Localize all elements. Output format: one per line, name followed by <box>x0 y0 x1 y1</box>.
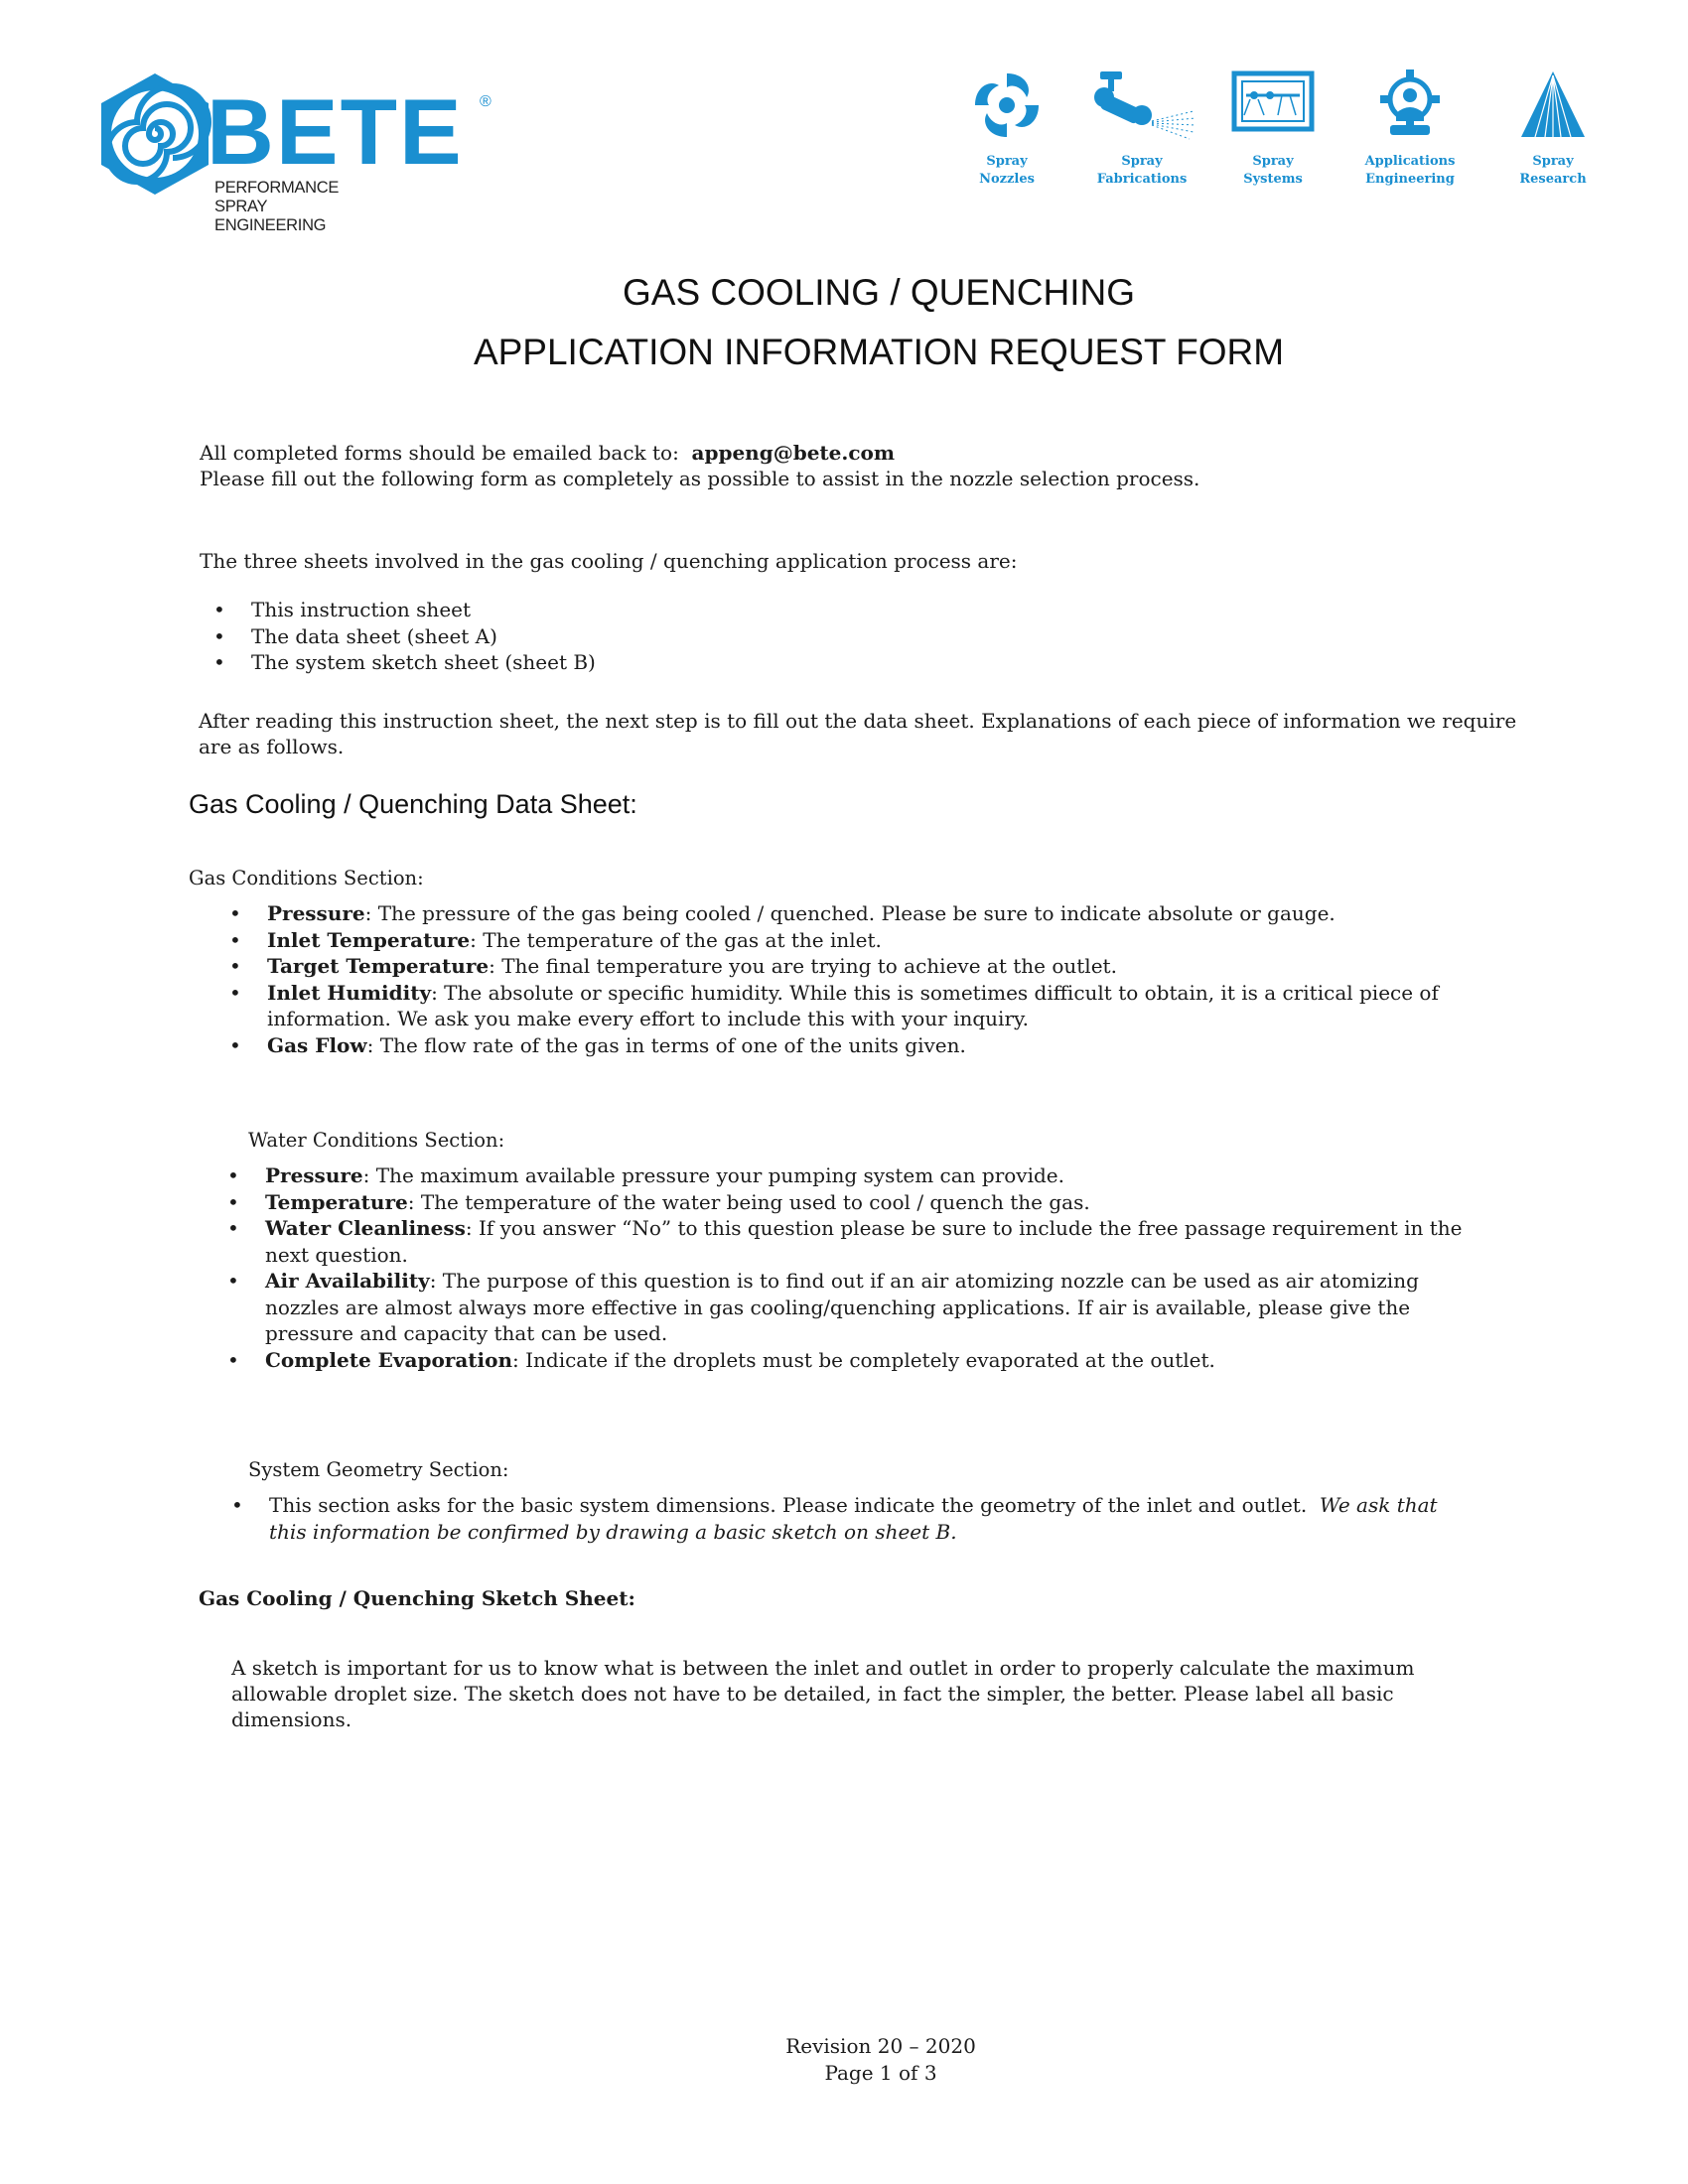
water-conditions-title: Water Conditions Section: <box>248 1129 505 1152</box>
sketch-sheet-heading: Gas Cooling / Quenching Sketch Sheet: <box>199 1586 635 1610</box>
form-title-line2: APPLICATION INFORMATION REQUEST FORM <box>473 332 1285 372</box>
fill-note: Please fill out the following form as completely as possible to assist in the nozzle selection process. <box>200 467 1200 490</box>
logo-wordmark: BETE <box>207 79 464 184</box>
system-panel-icon <box>1230 66 1316 145</box>
service-spray-fabrications <box>1072 66 1211 189</box>
service-line1: Applications <box>1364 154 1456 169</box>
service-spray-systems <box>1203 66 1342 189</box>
list-item: • Temperature: The temperature of the water being used to cool / quench the gas. <box>227 1189 1090 1214</box>
service-line2: Engineering <box>1365 172 1455 187</box>
swirl-nozzle-icon <box>967 66 1047 145</box>
engineer-gear-icon <box>1370 66 1450 145</box>
list-item: • Air Availability: The purpose of this question is to find out if an air atomizing nozzle can be used as air atomizing nozzles are almost always more effective in gas cooling/quenching applications. If air is available, please give the pressure and capacity that can be used. <box>227 1269 1419 1345</box>
spray-cone-icon <box>1513 66 1593 145</box>
service-applications-engineering <box>1340 66 1479 189</box>
gas-conditions-list <box>229 900 1478 1058</box>
email-prefix: All completed forms should be emailed back to: <box>200 441 679 465</box>
service-line2: Fabrications <box>1096 172 1188 187</box>
logo-tagline: PERFORMANCE SPRAY ENGINEERING <box>214 179 340 234</box>
service-line2: Systems <box>1243 172 1303 187</box>
hex-swirl-icon <box>95 69 214 199</box>
list-item: • This section asks for the basic system dimensions. Please indicate the geometry of the inlet and outlet. We ask that this information be confirmed by drawing a basic sketch on sheet B. <box>231 1493 1438 1544</box>
system-geometry-list <box>231 1492 1461 1545</box>
list-item: • Pressure: The pressure of the gas being cooled / quenched. Please be sure to indicate absolute or gauge. <box>229 901 1336 925</box>
email-link[interactable]: appeng@bete.com <box>691 441 896 465</box>
service-line1: Spray <box>1121 154 1163 169</box>
service-line1: Spray <box>986 154 1028 169</box>
list-item: • This instruction sheet <box>213 598 472 621</box>
sheets-intro: The three sheets involved in the gas cooling / quenching application process are: <box>200 549 1018 573</box>
after-reading-text: After reading this instruction sheet, the next step is to fill out the data sheet. Explanations of each piece of information we require are as follows. <box>199 709 1517 758</box>
form-title-line1: GAS COOLING / QUENCHING <box>622 272 1135 313</box>
sheets-list <box>213 597 1443 676</box>
system-geometry-title: System Geometry Section: <box>248 1458 509 1481</box>
list-item: • Inlet Humidity: The absolute or specific humidity. While this is sometimes difficult to obtain, it is a critical piece of information. We ask you make every effort to include this with your inquiry. <box>229 980 1439 1030</box>
sketch-sheet-text: A sketch is important for us to know what is between the inlet and outlet in order to properly calculate the maximum allowable droplet size. The sketch does not have to be detailed, in fact the simpler, the better. Please label all basic dimensions. <box>231 1656 1415 1731</box>
list-item: • Water Cleanliness: If you answer “No” to this question please be sure to include the free passage requirement in the next question. <box>227 1216 1463 1267</box>
intro-block <box>200 440 1550 491</box>
service-spray-research <box>1483 66 1622 189</box>
gas-conditions-title: Gas Conditions Section: <box>189 867 424 889</box>
spray-lance-icon <box>1082 66 1201 145</box>
list-item: • Inlet Temperature: The temperature of the gas at the inlet. <box>229 927 882 952</box>
email-line <box>200 440 1550 466</box>
service-line1: Spray <box>1252 154 1294 169</box>
list-item: • Target Temperature: The final temperature you are trying to achieve at the outlet. <box>229 954 1117 978</box>
service-line1: Spray <box>1532 154 1574 169</box>
data-sheet-heading: Gas Cooling / Quenching Data Sheet: <box>189 789 637 819</box>
service-line2: Research <box>1519 172 1587 187</box>
list-item: • Complete Evaporation: Indicate if the droplets must be completely evaporated at the outlet. <box>227 1347 1215 1372</box>
revision-text: Revision 20 – 2020 <box>785 2034 976 2058</box>
service-spray-nozzles <box>937 66 1076 189</box>
list-item: • The data sheet (sheet A) <box>213 623 497 648</box>
service-line2: Nozzles <box>979 172 1035 187</box>
list-item: • The system sketch sheet (sheet B) <box>213 650 596 674</box>
list-item: • Gas Flow: The flow rate of the gas in terms of one of the units given. <box>229 1032 966 1057</box>
page-number: Page 1 of 3 <box>824 2061 937 2085</box>
list-item: • Pressure: The maximum available pressure your pumping system can provide. <box>227 1163 1064 1187</box>
registered-mark: ® <box>480 93 492 110</box>
water-conditions-list <box>227 1162 1478 1373</box>
